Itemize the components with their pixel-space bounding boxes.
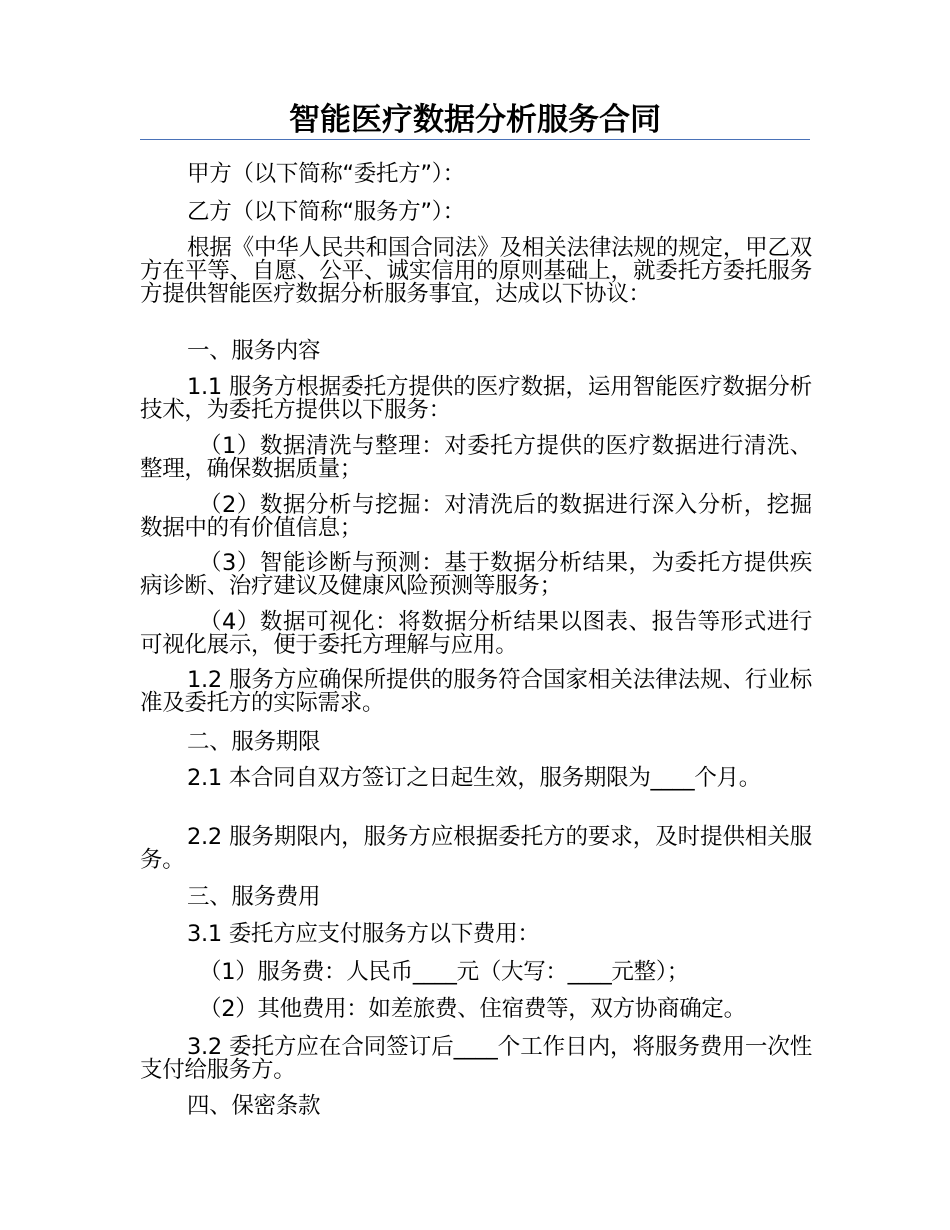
title-underline <box>140 139 810 140</box>
clause-1-1-item-1: （1）数据清洗与整理：对委托方提供的医疗数据进行清洗、整理，确保数据质量； <box>140 433 812 482</box>
party-a-line: 甲方（以下简称“委托方”）： <box>187 161 465 187</box>
clause-1-1-item-2: （2）数据分析与挖掘：对清洗后的数据进行深入分析，挖掘数据中的有价值信息； <box>140 492 812 541</box>
preamble-paragraph: 根据《中华人民共和国合同法》及相关法律法规的规定，甲乙双方在平等、自愿、公平、诚实信用的原则基础上，就委托方委托服务方提供智能医疗数据分析服务事宜，达成以下协议： <box>140 235 812 307</box>
clause-1-1-item-4: （4）数据可视化：将数据分析结果以图表、报告等形式进行可视化展示，便于委托方理解与应用。 <box>140 609 812 658</box>
section-heading-confidentiality: 四、保密条款 <box>187 1093 321 1119</box>
clause-3-1: 3.1 委托方应支付服务方以下费用： <box>187 921 540 947</box>
document-title: 智能医疗数据分析服务合同 <box>289 102 661 138</box>
section-heading-service-fees: 三、服务费用 <box>187 884 321 910</box>
clause-3-2: 3.2 委托方应在合同签订后____个工作日内，将服务费用一次性支付给服务方。 <box>140 1034 812 1083</box>
clause-1-1-item-3: （3）智能诊断与预测：基于数据分析结果，为委托方提供疾病诊断、治疗建议及健康风险预测等服务； <box>140 550 812 599</box>
party-b-line: 乙方（以下简称“服务方”）： <box>187 199 465 225</box>
clause-2-2: 2.2 服务期限内，服务方应根据委托方的要求，及时提供相关服务。 <box>140 824 812 873</box>
section-heading-service-content: 一、服务内容 <box>187 338 321 364</box>
clause-3-1-item-1: （1）服务费：人民币____元（大写：____元整）； <box>199 959 689 985</box>
clause-2-1: 2.1 本合同自双方签订之日起生效，服务期限为____个月。 <box>187 765 761 791</box>
clause-1-2: 1.2 服务方应确保所提供的服务符合国家相关法律法规、行业标准及委托方的实际需求。 <box>140 667 812 716</box>
clause-3-1-item-2: （2）其他费用：如差旅费、住宿费等，双方协商确定。 <box>199 996 746 1022</box>
clause-1-1: 1.1 服务方根据委托方提供的医疗数据，运用智能医疗数据分析技术，为委托方提供以下服务： <box>140 374 812 423</box>
section-heading-service-term: 二、服务期限 <box>187 729 321 755</box>
